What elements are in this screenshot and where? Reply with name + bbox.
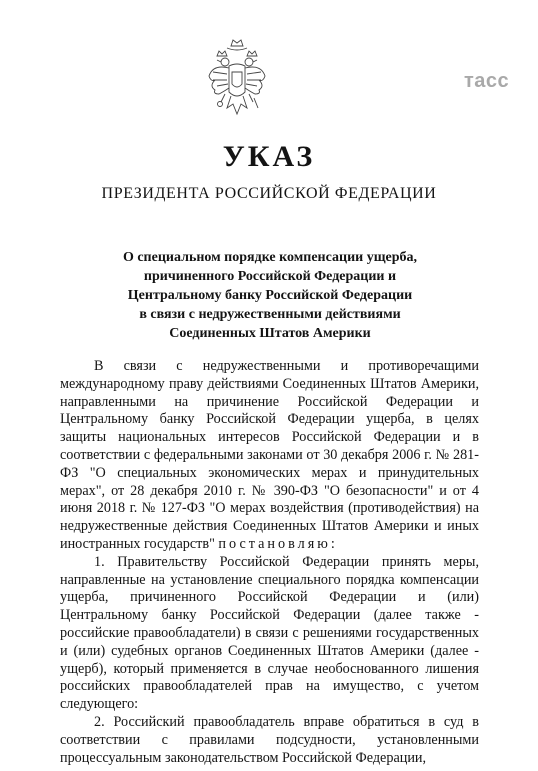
heading-line: в связи с недружественными действиями [139, 307, 401, 322]
heading-line: О специальном порядке компенсации ущерба, [122, 250, 418, 265]
coat-of-arms-emblem [203, 36, 271, 122]
document-subtitle: ПРЕЗИДЕНТА РОССИЙСКОЙ ФЕДЕРАЦИИ [101, 185, 437, 202]
tass-watermark: тасс [464, 70, 510, 92]
item-2-paragraph: 2. Российский правообладатель вправе обратиться в суд в соответствии с правилами подсудности, установленными процессуальным законодательством Российской Федерации, [60, 713, 479, 766]
item-1-paragraph: 1. Правительству Российской Федерации принять меры, направленные на установление специального порядка компенсации ущерба, причиненного Российской Федерации и (или) Центральному банку Российской Федерации (далее также - российские правообладатели) в связи с решениями государственных и (или) судебных органов Соединенных Штатов Америки (далее - ущерб), который применяется в случае необоснованного лишения российских правообладателей прав на имущество, с учетом следующего: [60, 553, 479, 713]
decree-body [60, 358, 479, 767]
preamble-text: В связи с недружественными и противоречащими международному праву действиями Соединенных Штатов Америки, направленными на причинение Российской Федерации и Центральному банку Российской Федерации ущерба, в целях защиты национальных интересов Российской Федерации и в соответствии с федеральными законами от 30 декабря 2006 г. № 281-ФЗ "О специальных экономических мерах и принудительных мерах", от 28 декабря 2010 г. № 390-ФЗ "О безопасности" и от 4 июня 2018 г. № 127-ФЗ "О мерах воздействия (противодействия) на недружественные действия Соединенных Штатов Америки и иных иностранных государств" [60, 358, 479, 552]
heading-line: причиненного Российской Федерации и [143, 269, 397, 284]
heading-line: Соединенных Штатов Америки [169, 326, 371, 341]
preamble-paragraph [60, 358, 479, 554]
heading-line: Центральному банку Российской Федерации [127, 288, 413, 303]
document-title: УКАЗ [222, 140, 316, 173]
decree-word: постановляю: [218, 535, 338, 552]
decree-heading [60, 248, 480, 343]
